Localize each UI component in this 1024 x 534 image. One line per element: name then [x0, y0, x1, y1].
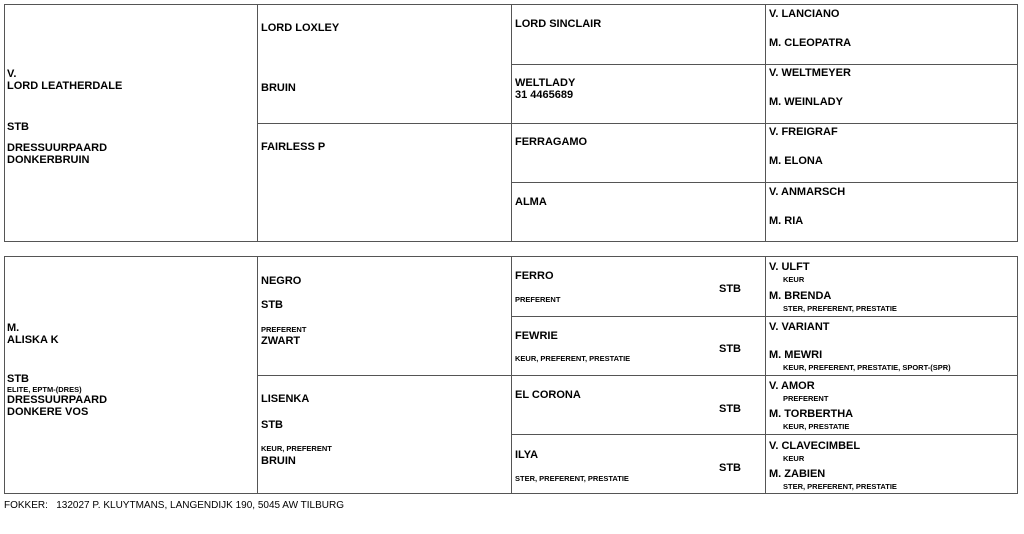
dam-pedigree-block: [4, 256, 1018, 494]
dam-father-studbook: STB: [261, 299, 283, 311]
sire-father-color: BRUIN: [261, 82, 296, 94]
gen2-number: 31 4465689: [515, 89, 574, 101]
gen3-dam-predicates: KEUR, PREFERENT, PRESTATIE, SPORT-(SPR): [783, 363, 951, 372]
gen2-studbook: STB: [719, 403, 741, 415]
row-divider: [257, 375, 1017, 376]
sire-type: DRESSUURPAARD: [7, 142, 108, 154]
dam-mother-color: BRUIN: [261, 455, 296, 467]
sire-name: LORD LEATHERDALE: [7, 80, 123, 92]
gen3-dam: M. ELONA: [769, 155, 823, 167]
gen2-name: FERRO: [515, 270, 554, 282]
gen3-dam-predicates: STER, PREFERENT, PRESTATIE: [783, 304, 897, 313]
gen3-sire: V. FREIGRAF: [769, 126, 838, 138]
row-divider: [511, 434, 1017, 435]
dam-father-color: ZWART: [261, 335, 301, 347]
row-divider: [511, 64, 1017, 65]
gen3-dam: M. CLEOPATRA: [769, 37, 852, 49]
sire-father-name: LORD LOXLEY: [261, 22, 340, 34]
gen3-dam: M. BRENDA: [769, 290, 832, 302]
sire-mother-name: FAIRLESS P: [261, 141, 326, 153]
breeder-value: 132027 P. KLUYTMANS, LANGENDIJK 190, 5045 AW TILBURG: [56, 500, 344, 511]
gen3-dam-predicates: KEUR, PRESTATIE: [783, 422, 850, 431]
dam-prefix: M.: [7, 322, 20, 334]
sire-prefix: V.: [7, 68, 17, 80]
dam-mother-name: LISENKA: [261, 393, 310, 405]
gen3-sire: V. ANMARSCH: [769, 186, 846, 198]
gen3-sire-predicates: KEUR: [783, 275, 805, 284]
dam-type: DRESSUURPAARD: [7, 394, 108, 406]
dam-name: ALISKA K: [7, 334, 59, 346]
gen2-name: WELTLADY: [515, 77, 576, 89]
gen2-name: LORD SINCLAIR: [515, 18, 602, 30]
gen3-dam: M. WEINLADY: [769, 96, 843, 108]
gen2-name: ILYA: [515, 449, 539, 461]
gen3-sire: V. ULFT: [769, 261, 810, 273]
dam-mother-predicates: KEUR, PREFERENT: [261, 444, 332, 453]
gen2-name: FERRAGAMO: [515, 136, 588, 148]
gen3-dam: M. MEWRI: [769, 349, 823, 361]
gen2-studbook: STB: [719, 462, 741, 474]
gen2-predicates: KEUR, PREFERENT, PRESTATIE: [515, 354, 631, 363]
gen2-studbook: STB: [719, 283, 741, 295]
dam-mother-studbook: STB: [261, 419, 283, 431]
gen2-name: EL CORONA: [515, 389, 581, 401]
row-divider: [511, 316, 1017, 317]
dam-father-name: NEGRO: [261, 275, 302, 287]
gen3-sire-predicates: KEUR: [783, 454, 805, 463]
gen3-sire: V. WELTMEYER: [769, 67, 851, 79]
gen3-dam-predicates: STER, PREFERENT, PRESTATIE: [783, 482, 897, 491]
gen2-predicates: STER, PREFERENT, PRESTATIE: [515, 474, 629, 483]
gen3-sire: V. AMOR: [769, 380, 815, 392]
sire-pedigree-block: [4, 4, 1018, 242]
gen2-name: FEWRIE: [515, 330, 558, 342]
gen3-dam: M. ZABIEN: [769, 468, 826, 480]
row-divider: [257, 123, 1017, 124]
breeder-line: [4, 500, 344, 511]
gen3-sire: V. LANCIANO: [769, 8, 840, 20]
dam-predicates: ELITE, EPTM-(DRES): [7, 385, 82, 394]
sire-studbook: STB: [7, 121, 29, 133]
row-divider: [511, 182, 1017, 183]
gen3-dam: M. TORBERTHA: [769, 408, 854, 420]
dam-studbook: STB: [7, 373, 29, 385]
dam-father-predicates: PREFERENT: [261, 325, 307, 334]
dam-color: DONKERE VOS: [7, 406, 89, 418]
gen3-sire: V. VARIANT: [769, 321, 830, 333]
gen2-studbook: STB: [719, 343, 741, 355]
gen2-name: ALMA: [515, 196, 547, 208]
sire-color: DONKERBRUIN: [7, 154, 90, 166]
breeder-label: FOKKER:: [4, 500, 48, 511]
gen3-sire-predicates: PREFERENT: [783, 394, 829, 403]
gen3-sire: V. CLAVECIMBEL: [769, 440, 861, 452]
gen3-dam: M. RIA: [769, 215, 804, 227]
gen2-predicates: PREFERENT: [515, 295, 561, 304]
